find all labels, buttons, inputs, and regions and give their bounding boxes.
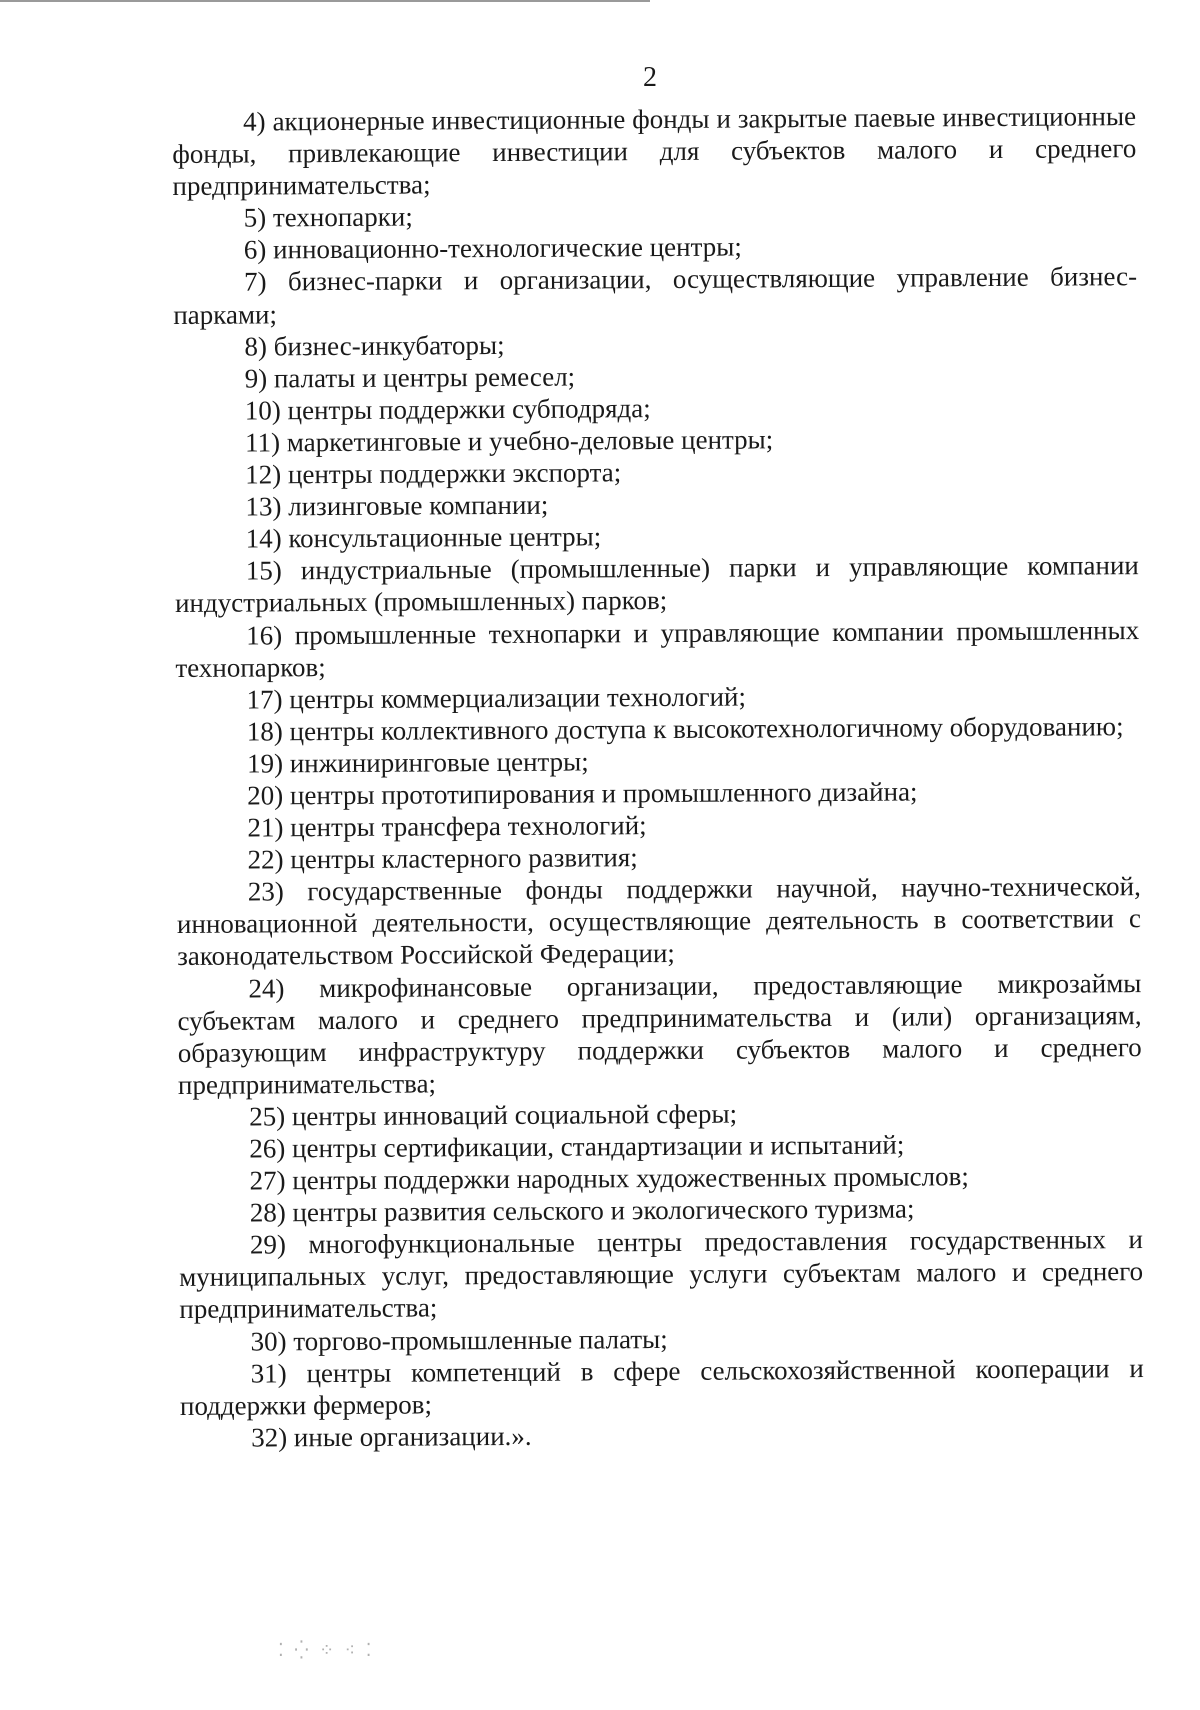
list-item: 27) центры поддержки народных художественных промыслов;: [249, 1161, 969, 1196]
list-item: 6) инновационно-технологические центры;: [243, 231, 742, 265]
list-item: 23) государственные фонды поддержки научной, научно-технической, инновационной деятельности, осуществляющие деятельность в соответствии с законодательством Российской Федерации;: [176, 871, 1142, 972]
list-item: 5) технопарки;: [243, 201, 413, 233]
list-item: 7) бизнес-парки и организации, осуществляющие управление бизнес-парками;: [173, 261, 1138, 330]
page-number: 2: [643, 62, 657, 93]
list-item: 21) центры трансфера технологий;: [247, 810, 647, 843]
list-item: 29) многофункциональные центры предоставления государственных и муниципальных услуг, предоставляющие услуги субъектам малого и среднего предпринимательства;: [179, 1224, 1144, 1325]
list-item: 19) инжиниринговые центры;: [246, 746, 589, 779]
scan-top-edge: [0, 0, 650, 2]
list-item: 13) лизинговые компании;: [245, 489, 549, 522]
list-item: 15) индустриальные (промышленные) парки и управляющие компании индустриальных (промышленных) парков;: [174, 550, 1139, 619]
list-item: 17) центры коммерциализации технологий;: [246, 681, 747, 715]
list-item: 30) торгово-промышленные палаты;: [250, 1323, 668, 1357]
list-item: 20) центры прототипирования и промышленного дизайна;: [247, 776, 918, 811]
list-item: 18) центры коллективного доступа к высокотехнологичному оборудованию;: [246, 710, 1124, 747]
list-item: 31) центры компетенций в сфере сельскохозяйственной кооперации и поддержки фермеров;: [179, 1352, 1144, 1421]
list-item: 11) маркетинговые и учебно-деловые центры;: [244, 424, 774, 458]
list-item: 9) палаты и центры ремесел;: [244, 361, 576, 394]
list-item: 22) центры кластерного развития;: [247, 842, 638, 875]
list-item: 28) центры развития сельского и экологического туризма;: [249, 1193, 915, 1228]
list-item: 12) центры поддержки экспорта;: [245, 457, 622, 490]
list-item: 25) центры инноваций социальной сферы;: [249, 1098, 738, 1132]
list-item: 16) промышленные технопарки и управляющие компании промышленных технопарков;: [175, 614, 1140, 683]
document-body: [172, 100, 1144, 1454]
list-item: 8) бизнес-инкубаторы;: [244, 329, 505, 362]
scan-artifact: ⁚ ⁛ ⁘ ⁖ ⁚: [278, 1640, 375, 1660]
list-item: 26) центры сертификации, стандартизации и испытаний;: [249, 1129, 905, 1164]
list-item: 4) акционерные инвестиционные фонды и закрытые паевые инвестиционные фонды, привлекающие инвестиции для субъектов малого и среднего предпринимательства;: [172, 101, 1137, 202]
list-item: 24) микрофинансовые организации, предоставляющие микрозаймы субъектам малого и среднего предпринимательства и (или) организациям, образующим инфраструктуру поддержки субъектов малого и среднего предпринимательства;: [177, 967, 1142, 1100]
list-item: 14) консультационные центры;: [245, 521, 602, 554]
list-item: 10) центры поддержки субподряда;: [244, 392, 651, 426]
list-item: 32) иные организации.».: [251, 1420, 532, 1453]
